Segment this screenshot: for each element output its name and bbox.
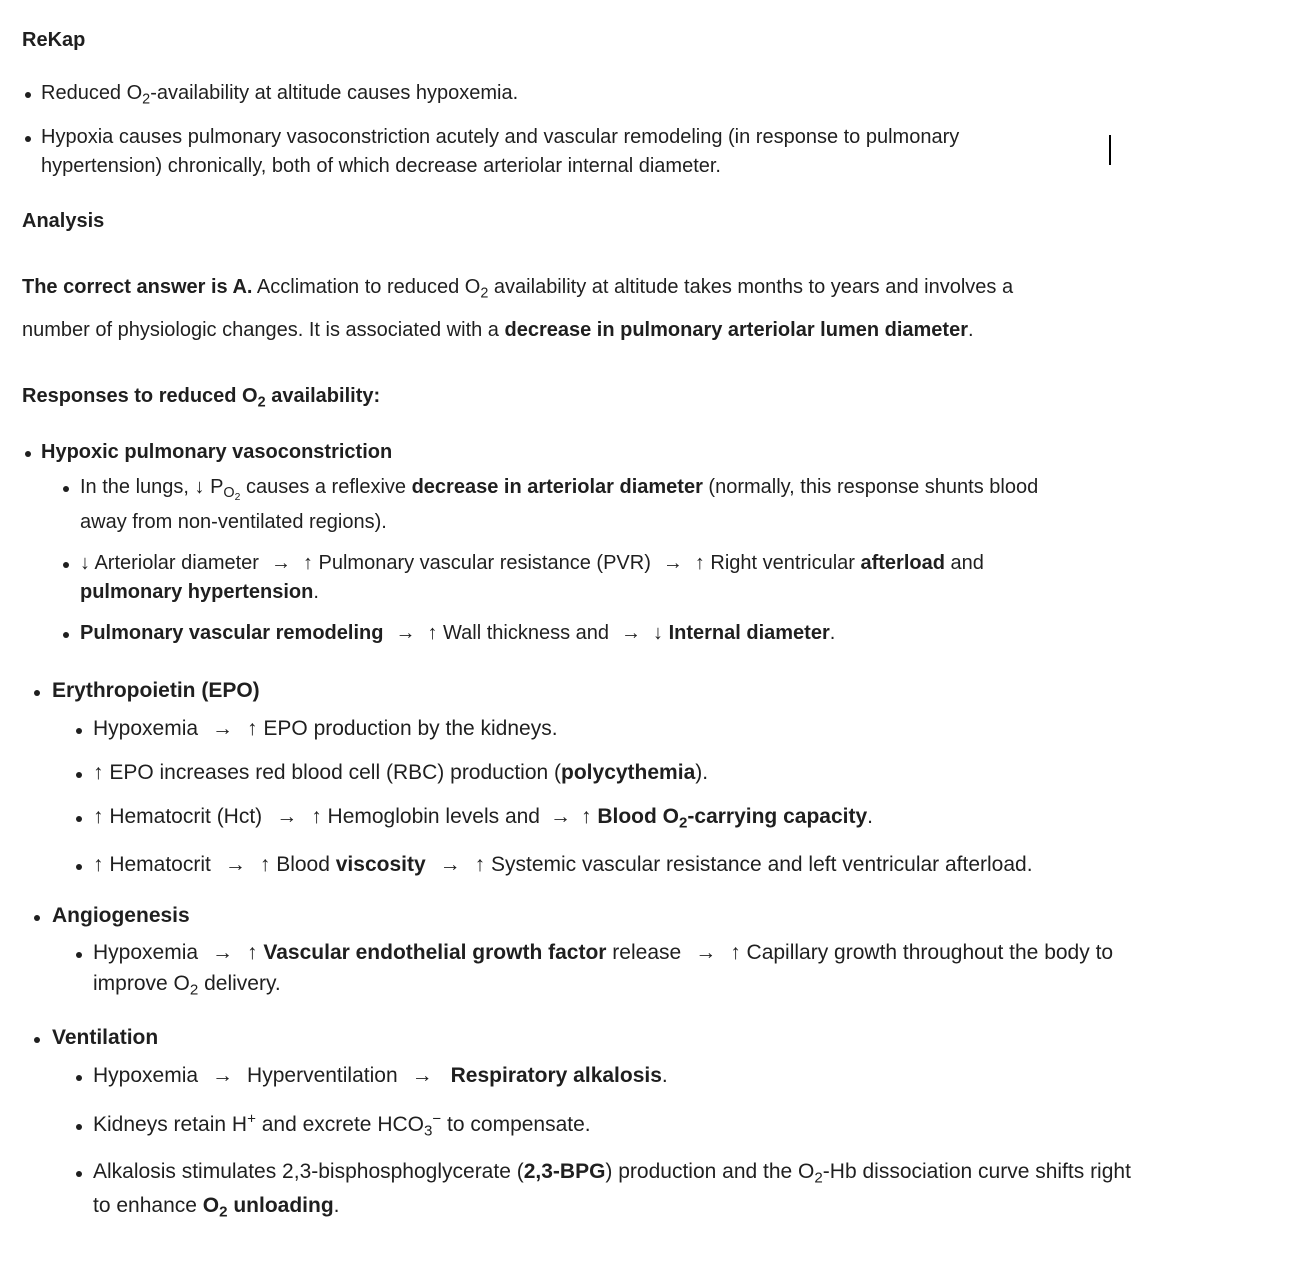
rekap-heading: ReKap: [22, 29, 86, 51]
bullet: [76, 1124, 82, 1130]
bullet: [34, 690, 40, 696]
analysis-paragraph-line-1: The correct answer is A. Acclimation to reduced $O_2$ availability at altitude takes months to years and involves a: [22, 276, 1014, 302]
epo-item-3: ↑ Hematocrit (Hct) → ↑ Hemoglobin levels and → ↑ Blood $O_2$-carrying capacity.: [93, 805, 873, 832]
angio-item-1-line-2: improve $O_2$ delivery.: [93, 972, 281, 999]
angio-title: Angiogenesis: [52, 904, 190, 927]
bullet: [63, 486, 69, 492]
bullet: [63, 632, 69, 638]
analysis-paragraph-line-2: number of physiologic changes. It is associated with a decrease in pulmonary arteriolar lumen diameter.: [22, 319, 974, 341]
bullet: [76, 1075, 82, 1081]
epo-item-2: ↑ EPO increases red blood cell (RBC) production (polycythemia).: [93, 761, 709, 784]
hpv-item-2-line-1: ↓ Arteriolar diameter → ↑ Pulmonary vascular resistance (PVR) → ↑ Right ventricular afterload and: [80, 552, 984, 574]
epo-item-4: ↑ Hematocrit → ↑ Blood viscosity → ↑ Systemic vascular resistance and left ventricular afterload.: [93, 853, 1033, 876]
ventilation-item-1: Hypoxemia → Hyperventilation → Respiratory alkalosis.: [93, 1064, 668, 1087]
bullet: [25, 92, 31, 98]
bullet: [34, 915, 40, 921]
rekap-item-1: Reduced $O_2$-availability at altitude causes hypoxemia.: [41, 82, 519, 108]
bullet: [76, 1171, 82, 1177]
ventilation-item-2: Kidneys retain H+ and excrete $HCO_3^-$ to compensate.: [93, 1110, 591, 1140]
rekap-item-2-line-1: Hypoxia causes pulmonary vasoconstriction acutely and vascular remodeling (in response to pulmonary: [41, 126, 960, 148]
bullet: [76, 864, 82, 870]
bullet: [25, 136, 31, 142]
epo-item-1: Hypoxemia → ↑ EPO production by the kidneys.: [93, 717, 558, 740]
hpv-item-2-line-2: pulmonary hypertension.: [80, 581, 319, 603]
ventilation-item-3-line-2: to enhance $O_2$ unloading.: [93, 1194, 340, 1221]
hpv-title: Hypoxic pulmonary vasoconstriction: [41, 441, 393, 463]
angio-item-1-line-1: Hypoxemia → ↑ Vascular endothelial growth factor release → ↑ Capillary growth throughout the body to: [93, 941, 1114, 964]
bullet: [76, 728, 82, 734]
bullet: [25, 451, 31, 457]
hpv-item-3: Pulmonary vascular remodeling → ↑ Wall thickness and → ↓ Internal diameter.: [80, 622, 836, 644]
hpv-item-1-line-2: away from non-ventilated regions).: [80, 511, 387, 533]
epo-title: Erythropoietin (EPO): [52, 679, 260, 702]
analysis-heading: Analysis: [22, 210, 105, 232]
bullet: [76, 772, 82, 778]
ventilation-title: Ventilation: [52, 1026, 159, 1049]
bullet: [34, 1037, 40, 1043]
ventilation-item-3-line-1: Alkalosis stimulates 2,3-bisphosphoglycerate (2,3-BPG) production and the $O_2-Hb$ dissociation curve shifts right: [93, 1160, 1131, 1187]
responses-heading: Responses to reduced $O_2$ availability:: [22, 385, 381, 411]
bullet: [76, 816, 82, 822]
bullet: [76, 952, 82, 958]
bullet: [63, 562, 69, 568]
rekap-item-2-line-2: hypertension) chronically, both of which decrease arteriolar internal diameter.: [41, 155, 721, 177]
hpv-item-1-line-1: In the lungs, ↓ $P_{O_2}$ causes a reflexive decrease in arteriolar diameter (normally, this response shunts blood: [80, 476, 1039, 504]
text-cursor: [1109, 135, 1111, 165]
